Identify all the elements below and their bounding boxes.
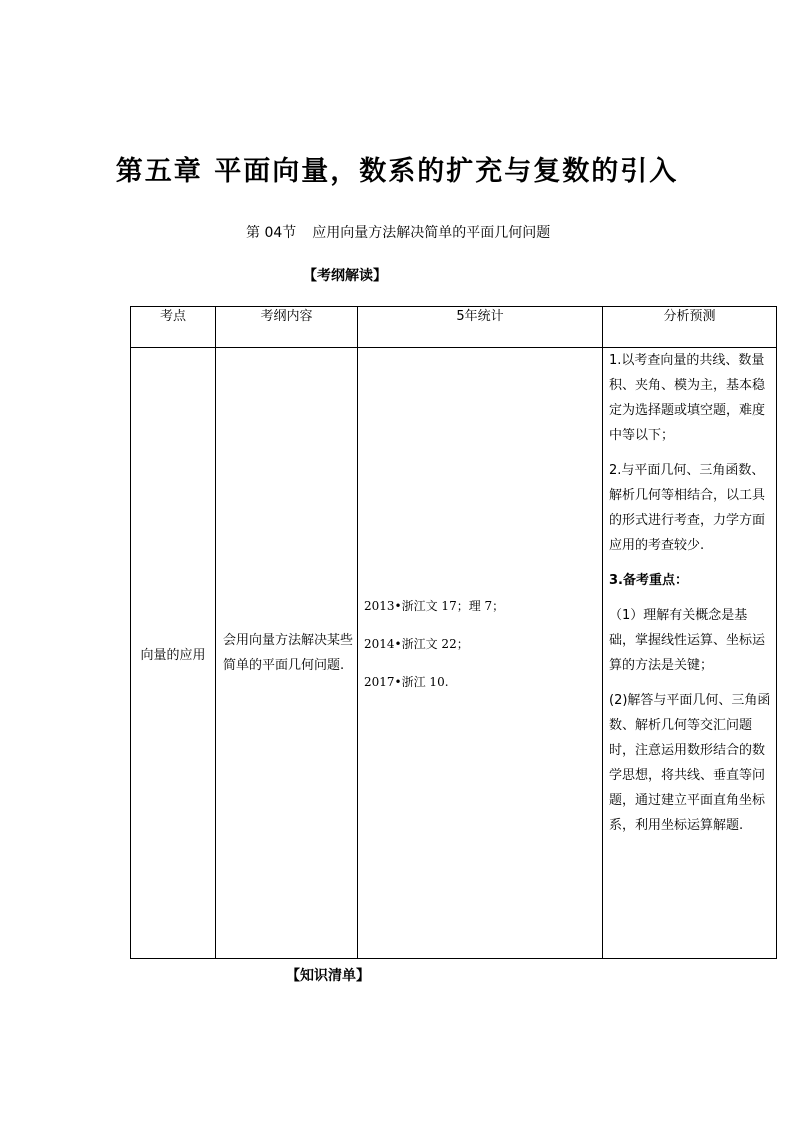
cell-stats — [358, 348, 603, 959]
cell-analysis — [603, 348, 777, 959]
analysis-item: 1.以考查向量的共线、数量积、夹角、模为主，基本稳定为选择题或填空题，难度中等以下； — [609, 353, 766, 443]
cell-point: 向量的应用 — [131, 348, 216, 959]
outline-table — [130, 306, 777, 959]
analysis-item: （1）理解有关概念是基础，掌握线性运算、坐标运算的方法是关键； — [609, 608, 766, 673]
section-heading — [246, 223, 550, 243]
stats-line: 2013•浙江文 17；理 7； — [364, 599, 505, 613]
outline-label: 【考纲解读】 — [303, 268, 387, 284]
analysis-item: (2)解答与平面几何、三角函数、解析几何等交汇问题时，注意运用数形结合的数学思想，将共线、垂直等问题，通过建立平面直角坐标系，利用坐标运算解题. — [609, 693, 771, 833]
header-stats: 5年统计 — [358, 307, 603, 348]
cell-content: 会用向量方法解决某些简单的平面几何问题. — [216, 348, 358, 959]
header-point: 考点 — [131, 307, 216, 348]
stats-line: 2017•浙江 10. — [364, 675, 449, 689]
knowledge-label: 【知识清单】 — [286, 968, 370, 984]
header-content: 考纲内容 — [216, 307, 358, 348]
table-header-row — [131, 307, 777, 348]
table-row — [131, 348, 777, 959]
header-analysis: 分析预测 — [603, 307, 777, 348]
analysis-heading: 3.备考重点： — [609, 573, 688, 588]
stats-line: 2014•浙江文 22； — [364, 637, 469, 651]
chapter-title: 第五章 平面向量，数系的扩充与复数的引入 — [115, 156, 679, 187]
analysis-item: 2.与平面几何、三角函数、解析几何等相结合，以工具的形式进行考查，力学方面应用的考查较少. — [609, 463, 766, 553]
section-number: 第 04节 — [246, 225, 297, 241]
section-title: 应用向量方法解决简单的平面几何问题 — [312, 225, 551, 241]
